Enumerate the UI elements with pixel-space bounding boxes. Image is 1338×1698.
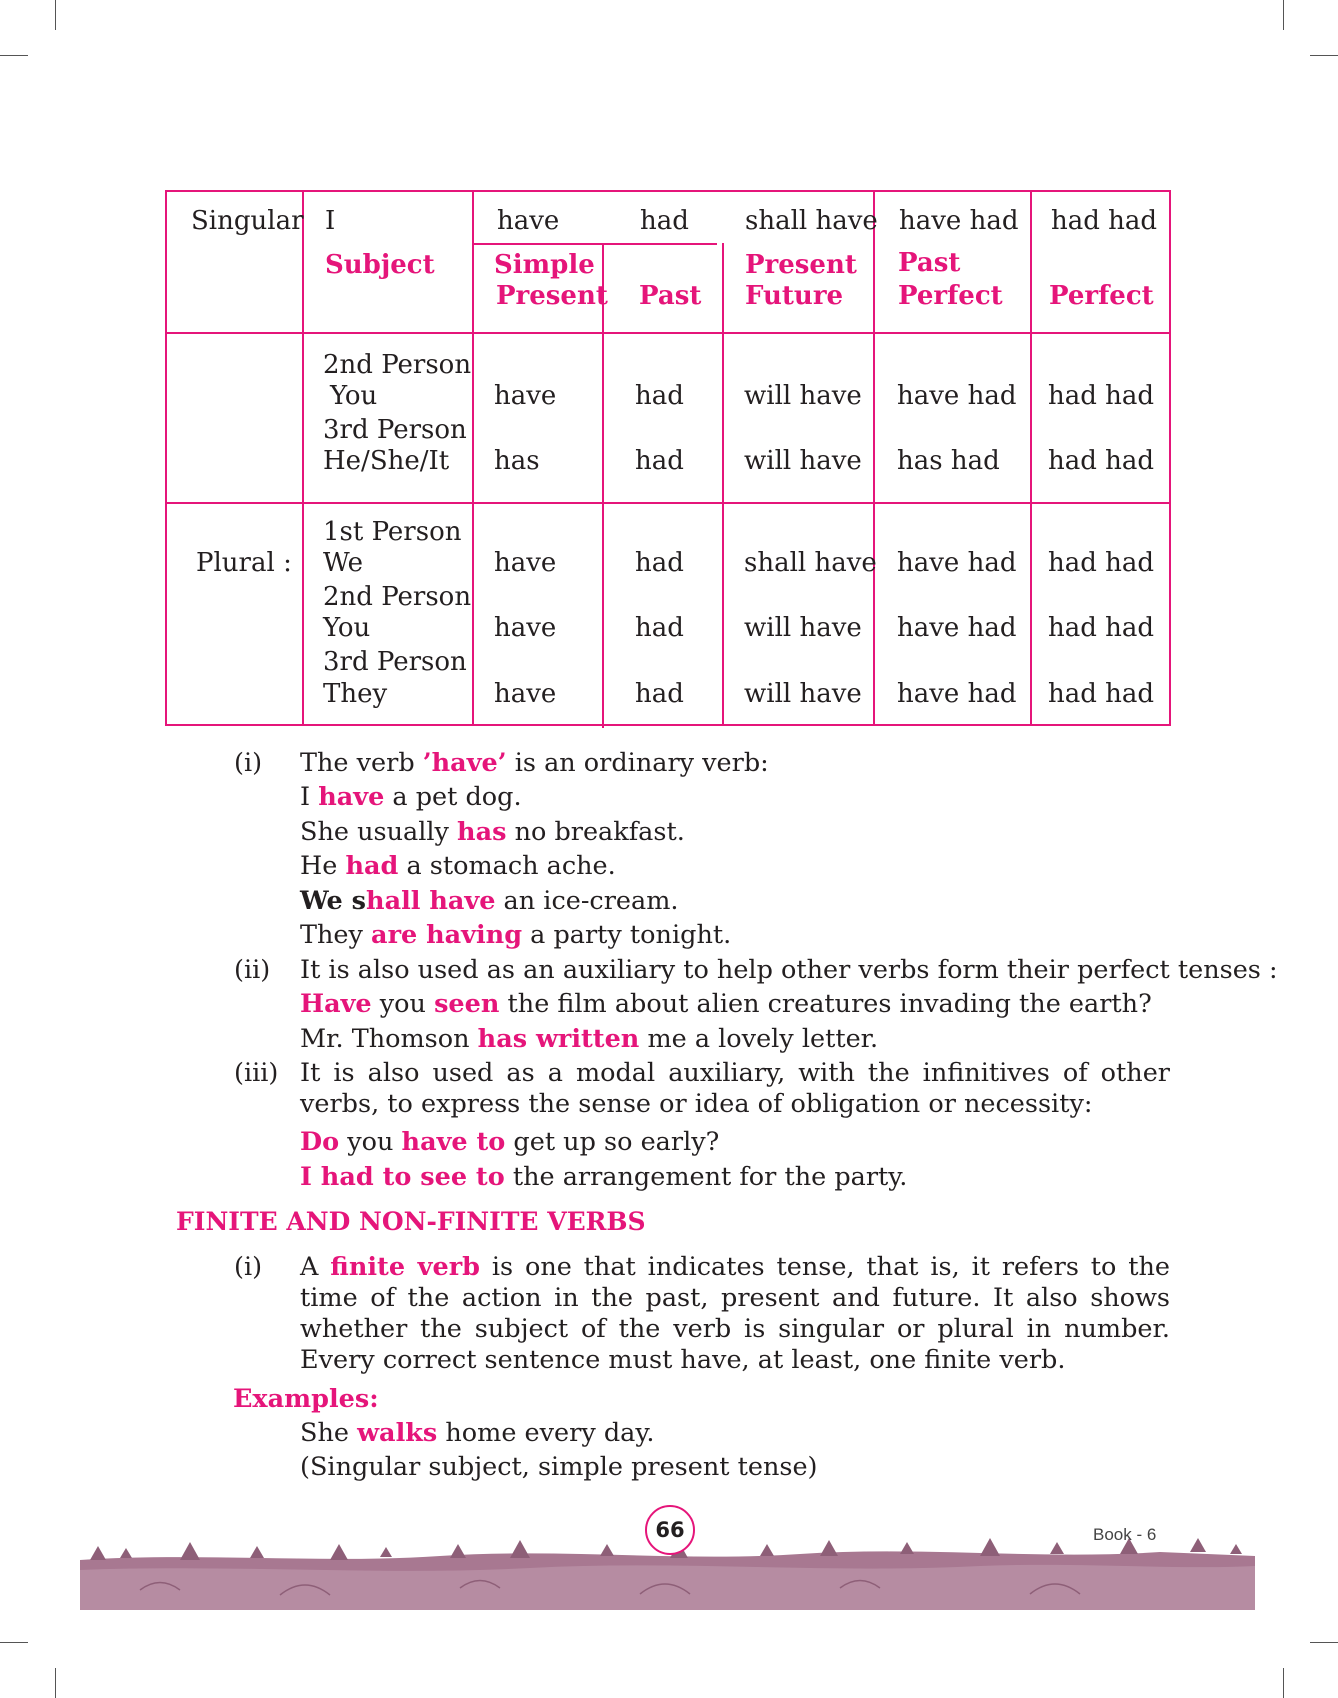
table-col-divider [302,192,304,724]
cell-subject-i: I [325,206,336,236]
text: I [300,782,319,812]
examples-label: Examples: [233,1384,379,1414]
crop-mark [1283,1668,1284,1698]
list-number: (i) [234,748,263,778]
table-header-divider [472,243,717,245]
example-sentence [300,987,1152,1022]
crop-mark [0,1642,28,1643]
crop-mark [1310,1642,1338,1643]
highlight: seen [434,989,500,1019]
text: an ice-cream. [495,886,679,916]
list-number: (ii) [234,955,271,985]
cell-person: 3rd Person [323,415,467,445]
header-past-perfect: Past [898,248,961,278]
table-row-divider [167,332,1169,334]
cell-form: shall have [744,548,877,578]
cell-form: have had [897,613,1017,643]
table-col-divider [472,192,474,724]
example-sentence [300,1160,907,1195]
example-sentence [300,1022,878,1057]
header-past: Past [639,281,702,311]
header-present-future: Present [745,250,857,280]
text: the film about alien creatures invading the earth? [499,989,1152,1019]
cell-form: had had [1048,446,1155,476]
crop-mark [1283,0,1284,30]
highlight: has written [477,1024,640,1054]
cell-person: 3rd Person [323,647,467,677]
cell-form: has [494,446,540,476]
cell-plural: Plural : [196,548,292,578]
text: you [371,989,435,1019]
section-heading: FINITE AND NON-FINITE VERBS [176,1207,646,1236]
text: a stomach ache. [398,851,616,881]
table-row-divider [167,502,1169,504]
text: is one that indicates tense, that is, it refers to the time of the action in the past, present and future. It also shows whether the subject of the verb is singular or plural in number. Every correct sentence must have, at least, one finite verb. [300,1252,1171,1375]
cell-person: They [323,679,388,709]
cell-form: had [635,381,684,411]
cell-form: had had [1051,206,1158,236]
text: a pet dog. [384,782,522,812]
text: Mr. Thomson [300,1024,478,1054]
cell-person: We [323,548,363,578]
cell-form: will have [744,613,862,643]
example-sentence [300,1125,719,1160]
cell-form: have had [897,679,1017,709]
cell-form: will have [744,679,862,709]
text: She usually [300,817,458,847]
list-number: (i) [234,1252,263,1282]
highlight: ’have’ [422,748,507,778]
text: A [300,1252,331,1282]
header-simple-present: Present [496,281,608,311]
example-sentence [300,780,522,815]
cell-person: You [323,613,371,643]
example-sentence [300,918,731,953]
cell-singular: Singular [191,206,304,236]
text: We s [300,886,367,916]
cell-form: shall have [745,206,878,236]
text: a party tonight. [522,920,732,950]
paragraph-finite-verb [300,1252,1170,1376]
text: no breakfast. [506,817,685,847]
book-label: Book - 6 [1093,1525,1157,1544]
cell-form: have had [897,548,1017,578]
example-sentence [300,849,616,884]
highlight: Do [300,1127,340,1157]
page-number: 66 [645,1505,695,1555]
list-number: (iii) [234,1058,279,1088]
cell-form: had had [1048,613,1155,643]
highlight: have to [401,1127,506,1157]
text: the arrangement for the party. [504,1162,908,1192]
text: get up so early? [505,1127,720,1157]
example-sentence [300,815,685,850]
text: They [300,920,372,950]
text: home every day. [437,1418,655,1448]
cell-form: had had [1048,381,1155,411]
cell-form: had [635,613,684,643]
cell-form: have [494,679,557,709]
cell-form: had had [1048,548,1155,578]
header-simple-present: Simple [494,250,595,280]
example-sentence [300,1416,654,1451]
paragraph-have-modal: It is also used as a modal auxiliary, with the infinitives of other verbs, to express the sense or idea of obligation or necessity: [300,1058,1170,1119]
table-col-divider [1030,192,1032,724]
cell-person: You [330,381,378,411]
cell-form: have [494,381,557,411]
cell-form: have had [897,381,1017,411]
cell-person: 1st Person [323,517,462,547]
crop-mark [0,55,28,56]
cell-form: had [635,548,684,578]
highlight: Have [300,989,372,1019]
highlight: finite verb [330,1252,480,1282]
highlight: has [457,817,507,847]
example-sentence [300,884,679,919]
cell-form: have [497,206,560,236]
cell-form: have [494,613,557,643]
highlight: have [318,782,385,812]
highlight: hall have [366,886,496,916]
header-present-future: Future [745,281,844,311]
cell-form: had [635,446,684,476]
table-col-divider [722,243,724,724]
conjugation-table [165,190,1171,726]
highlight: walks [357,1418,438,1448]
table-col-divider [602,243,604,728]
crop-mark [1310,55,1338,56]
highlight: had [345,851,399,881]
text: He [300,851,346,881]
cell-form: had [640,206,689,236]
cell-form: will have [744,381,862,411]
cell-form: had had [1048,679,1155,709]
text: me a lovely letter. [639,1024,879,1054]
header-perfect: Perfect [1049,281,1154,311]
text: is an ordinary verb: [506,748,769,778]
highlight: I had to see to [300,1162,505,1192]
cell-form: have had [899,206,1019,236]
paragraph-have-ordinary [300,746,769,781]
crop-mark [55,0,56,30]
table-col-divider [873,192,875,724]
example-note: (Singular subject, simple present tense) [300,1452,818,1482]
cell-form: have [494,548,557,578]
header-past-perfect: Perfect [898,281,1003,311]
cell-form: had [635,679,684,709]
crop-mark [55,1668,56,1698]
cell-form: has had [897,446,1000,476]
text: The verb [300,748,423,778]
text: She [300,1418,358,1448]
paragraph-have-auxiliary: It is also used as an auxiliary to help other verbs form their perfect tenses : [300,955,1278,985]
cell-person: He/She/It [323,446,450,476]
header-subject: Subject [325,250,435,280]
cell-form: will have [744,446,862,476]
text: you [339,1127,402,1157]
highlight: are having [371,920,523,950]
cell-person: 2nd Person [323,582,472,612]
cell-person: 2nd Person [323,350,472,380]
